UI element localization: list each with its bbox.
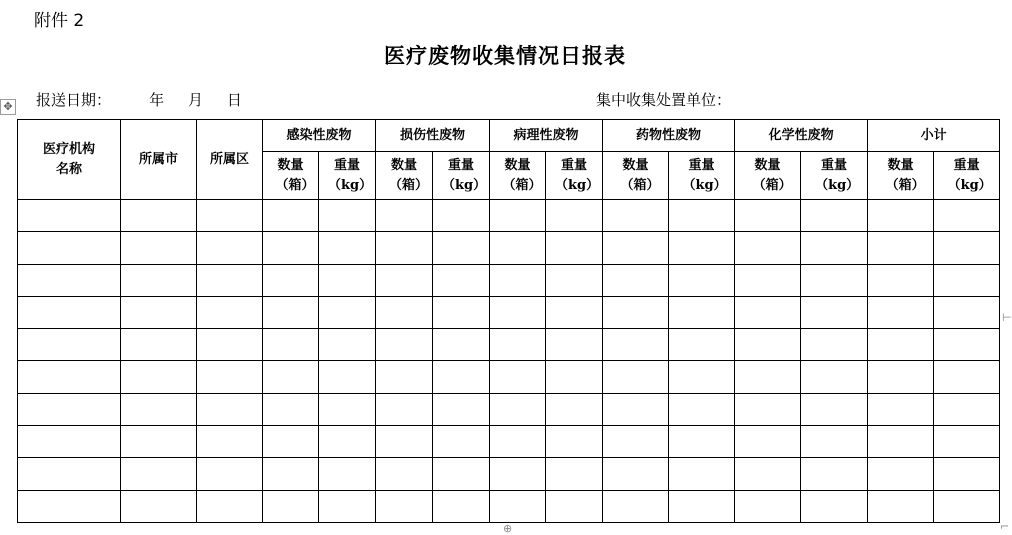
- table-cell[interactable]: [319, 296, 376, 328]
- table-cell[interactable]: [801, 232, 868, 264]
- table-move-handle-icon[interactable]: ✥: [0, 99, 16, 115]
- table-cell[interactable]: [376, 232, 433, 264]
- table-cell[interactable]: [319, 361, 376, 393]
- table-cell[interactable]: [197, 458, 263, 490]
- table-cell[interactable]: [376, 426, 433, 458]
- table-cell[interactable]: [319, 329, 376, 361]
- table-cell[interactable]: [490, 329, 546, 361]
- table-cell[interactable]: [319, 200, 376, 232]
- table-cell[interactable]: [546, 200, 603, 232]
- table-cell[interactable]: [197, 296, 263, 328]
- table-cell[interactable]: [490, 296, 546, 328]
- table-cell[interactable]: [801, 458, 868, 490]
- table-cell[interactable]: [669, 264, 735, 296]
- table-cell[interactable]: [197, 329, 263, 361]
- table-cell[interactable]: [934, 490, 1000, 522]
- year-label: 年: [149, 91, 165, 109]
- table-cell[interactable]: [18, 232, 121, 264]
- page-title: 医疗废物收集情况日报表: [384, 43, 626, 68]
- table-cell[interactable]: [735, 458, 801, 490]
- table-cell[interactable]: [801, 393, 868, 425]
- table-cell[interactable]: [669, 458, 735, 490]
- table-cell[interactable]: [546, 264, 603, 296]
- table-cell[interactable]: [868, 361, 934, 393]
- table-cell[interactable]: [433, 264, 490, 296]
- table-cell[interactable]: [801, 361, 868, 393]
- table-cell[interactable]: [603, 490, 669, 522]
- table-cell[interactable]: [801, 329, 868, 361]
- table-cell[interactable]: [603, 296, 669, 328]
- table-cell[interactable]: [18, 458, 121, 490]
- table-cell[interactable]: [868, 393, 934, 425]
- table-cell[interactable]: [319, 393, 376, 425]
- table-row: [18, 296, 1000, 328]
- header-quantity: 数量（箱）: [263, 152, 319, 200]
- table-cell[interactable]: [868, 200, 934, 232]
- table-cell[interactable]: [735, 361, 801, 393]
- table-row: [18, 393, 1000, 425]
- table-row: [18, 426, 1000, 458]
- table-cell[interactable]: [18, 426, 121, 458]
- collection-unit-label: 集中收集处置单位：: [596, 91, 732, 109]
- table-cell[interactable]: [197, 426, 263, 458]
- table-cell[interactable]: [263, 490, 319, 522]
- table-cell[interactable]: [735, 296, 801, 328]
- table-cell[interactable]: [197, 393, 263, 425]
- header-quantity: 数量（箱）: [490, 152, 546, 200]
- report-date-line: [36, 89, 242, 110]
- day-label: 日: [226, 91, 242, 109]
- table-cell[interactable]: [197, 490, 263, 522]
- table-resize-handle-icon[interactable]: ⊢: [1002, 311, 1012, 324]
- table-cell[interactable]: [433, 458, 490, 490]
- header-quantity: 数量（箱）: [868, 152, 934, 200]
- table-cell[interactable]: [433, 393, 490, 425]
- table-cell[interactable]: [934, 264, 1000, 296]
- table-cell[interactable]: [319, 264, 376, 296]
- table-cell[interactable]: [433, 329, 490, 361]
- table-cell[interactable]: [669, 200, 735, 232]
- table-cell[interactable]: [197, 232, 263, 264]
- table-cell[interactable]: [18, 329, 121, 361]
- table-cell[interactable]: [603, 361, 669, 393]
- table-row: [18, 458, 1000, 490]
- table-cell[interactable]: [801, 296, 868, 328]
- table-cell[interactable]: [735, 426, 801, 458]
- table-cell[interactable]: [376, 264, 433, 296]
- report-date-label: 报送日期：: [36, 91, 112, 109]
- table-cell[interactable]: [934, 361, 1000, 393]
- table-cell[interactable]: [868, 426, 934, 458]
- header-group: 药物性废物: [603, 120, 735, 152]
- table-row: [18, 329, 1000, 361]
- table-row: [18, 232, 1000, 264]
- table-cell[interactable]: [121, 490, 197, 522]
- table-cell[interactable]: [934, 393, 1000, 425]
- table-cell[interactable]: [868, 232, 934, 264]
- table-cell[interactable]: [868, 296, 934, 328]
- header-quantity: 数量（箱）: [735, 152, 801, 200]
- table-cell[interactable]: [868, 329, 934, 361]
- table-cell[interactable]: [490, 458, 546, 490]
- table-cell[interactable]: [263, 329, 319, 361]
- month-label: 月: [188, 91, 204, 109]
- table-cell[interactable]: [121, 200, 197, 232]
- table-cell[interactable]: [376, 361, 433, 393]
- table-cell[interactable]: [433, 296, 490, 328]
- table-cell[interactable]: [263, 361, 319, 393]
- header-weight: 重量（kg）: [319, 152, 376, 200]
- table-cell[interactable]: [433, 490, 490, 522]
- table-cell[interactable]: [18, 393, 121, 425]
- row-insert-icon[interactable]: ⊕: [503, 522, 513, 535]
- header-weight: 重量（kg）: [801, 152, 868, 200]
- table-cell[interactable]: [490, 200, 546, 232]
- table-cell[interactable]: [735, 232, 801, 264]
- table-cell[interactable]: [490, 264, 546, 296]
- table-cell[interactable]: [319, 232, 376, 264]
- table-cell[interactable]: [18, 200, 121, 232]
- table-cell[interactable]: [490, 393, 546, 425]
- table-cell[interactable]: [490, 490, 546, 522]
- table-cell[interactable]: [934, 329, 1000, 361]
- table-cell[interactable]: [546, 296, 603, 328]
- table-cell[interactable]: [433, 232, 490, 264]
- header-weight: 重量（kg）: [546, 152, 603, 200]
- table-cell[interactable]: [934, 426, 1000, 458]
- table-cell[interactable]: [263, 458, 319, 490]
- table-cell[interactable]: [18, 296, 121, 328]
- table-cell[interactable]: [546, 361, 603, 393]
- table-cell[interactable]: [433, 361, 490, 393]
- table-cell[interactable]: [603, 458, 669, 490]
- header-district: 所属区: [197, 120, 263, 200]
- table-cell[interactable]: [669, 426, 735, 458]
- table-cell[interactable]: [197, 361, 263, 393]
- table-row: [18, 200, 1000, 232]
- table-cell[interactable]: [735, 490, 801, 522]
- table-cell[interactable]: [603, 264, 669, 296]
- header-weight: 重量（kg）: [934, 152, 1000, 200]
- table-cell[interactable]: [376, 490, 433, 522]
- table-cell[interactable]: [376, 329, 433, 361]
- table-cell[interactable]: [121, 296, 197, 328]
- table-cell[interactable]: [735, 393, 801, 425]
- table-cell[interactable]: [121, 232, 197, 264]
- table-cell[interactable]: [263, 200, 319, 232]
- table-cell[interactable]: [934, 458, 1000, 490]
- table-cell[interactable]: [801, 264, 868, 296]
- table-row: [18, 361, 1000, 393]
- table-cell[interactable]: [263, 296, 319, 328]
- table-cell[interactable]: [376, 393, 433, 425]
- table-cell[interactable]: [934, 296, 1000, 328]
- header-group: 损伤性废物: [376, 120, 490, 152]
- table-cell[interactable]: [868, 264, 934, 296]
- table-cell[interactable]: [669, 296, 735, 328]
- table-cell[interactable]: [868, 458, 934, 490]
- table-cell[interactable]: [376, 458, 433, 490]
- table-cell[interactable]: [669, 329, 735, 361]
- table-cell[interactable]: [121, 329, 197, 361]
- table-cell[interactable]: [801, 200, 868, 232]
- table-cell[interactable]: [121, 426, 197, 458]
- table-cell[interactable]: [490, 426, 546, 458]
- table-cell[interactable]: [603, 393, 669, 425]
- table-cell[interactable]: [197, 264, 263, 296]
- table-row: [18, 490, 1000, 522]
- table-cell[interactable]: [18, 490, 121, 522]
- table-row: [18, 264, 1000, 296]
- table-cell[interactable]: [801, 490, 868, 522]
- waste-report-table: [17, 119, 1000, 523]
- table-cell[interactable]: [546, 329, 603, 361]
- table-cell[interactable]: [18, 264, 121, 296]
- header-group: 化学性废物: [735, 120, 868, 152]
- table-cell[interactable]: [263, 393, 319, 425]
- header-group-row: [18, 120, 1000, 152]
- table-cell[interactable]: [603, 232, 669, 264]
- table-cell[interactable]: [801, 426, 868, 458]
- table-cell[interactable]: [868, 490, 934, 522]
- table-cell[interactable]: [546, 393, 603, 425]
- header-weight: 重量（kg）: [433, 152, 490, 200]
- table-cell[interactable]: [546, 426, 603, 458]
- table-cell[interactable]: [934, 200, 1000, 232]
- table-cell[interactable]: [669, 393, 735, 425]
- table-cell[interactable]: [735, 264, 801, 296]
- table-cell[interactable]: [669, 232, 735, 264]
- table-cell[interactable]: [376, 200, 433, 232]
- table-cell[interactable]: [319, 426, 376, 458]
- table-cell[interactable]: [669, 361, 735, 393]
- table-cell[interactable]: [669, 490, 735, 522]
- table-cell[interactable]: [603, 329, 669, 361]
- table-cell[interactable]: [121, 458, 197, 490]
- table-cell[interactable]: [603, 426, 669, 458]
- header-quantity: 数量（箱）: [603, 152, 669, 200]
- header-weight: 重量（kg）: [669, 152, 735, 200]
- table-cell[interactable]: [433, 426, 490, 458]
- table-cell[interactable]: [319, 490, 376, 522]
- table-cell[interactable]: [263, 232, 319, 264]
- table-cell[interactable]: [121, 264, 197, 296]
- table-cell[interactable]: [121, 361, 197, 393]
- table-cell[interactable]: [319, 458, 376, 490]
- header-group: 感染性废物: [263, 120, 376, 152]
- table-cell[interactable]: [603, 200, 669, 232]
- table-cell[interactable]: [934, 232, 1000, 264]
- table-cell[interactable]: [546, 232, 603, 264]
- table-cell[interactable]: [263, 264, 319, 296]
- corner-resize-icon[interactable]: ⌐: [1000, 520, 1010, 533]
- table-cell[interactable]: [490, 232, 546, 264]
- table-cell[interactable]: [490, 361, 546, 393]
- header-group: 病理性废物: [490, 120, 603, 152]
- table-cell[interactable]: [546, 458, 603, 490]
- header-institution: 医疗机构名称: [18, 120, 121, 200]
- table-cell[interactable]: [735, 329, 801, 361]
- table-cell[interactable]: [18, 361, 121, 393]
- table-cell[interactable]: [433, 200, 490, 232]
- table-cell[interactable]: [735, 200, 801, 232]
- table-cell[interactable]: [376, 296, 433, 328]
- attachment-label: 附件 2: [34, 11, 85, 31]
- table-cell[interactable]: [263, 426, 319, 458]
- table-cell[interactable]: [121, 393, 197, 425]
- header-city: 所属市: [121, 120, 197, 200]
- table-cell[interactable]: [197, 200, 263, 232]
- header-quantity: 数量（箱）: [376, 152, 433, 200]
- header-group: 小计: [868, 120, 1000, 152]
- table-cell[interactable]: [546, 490, 603, 522]
